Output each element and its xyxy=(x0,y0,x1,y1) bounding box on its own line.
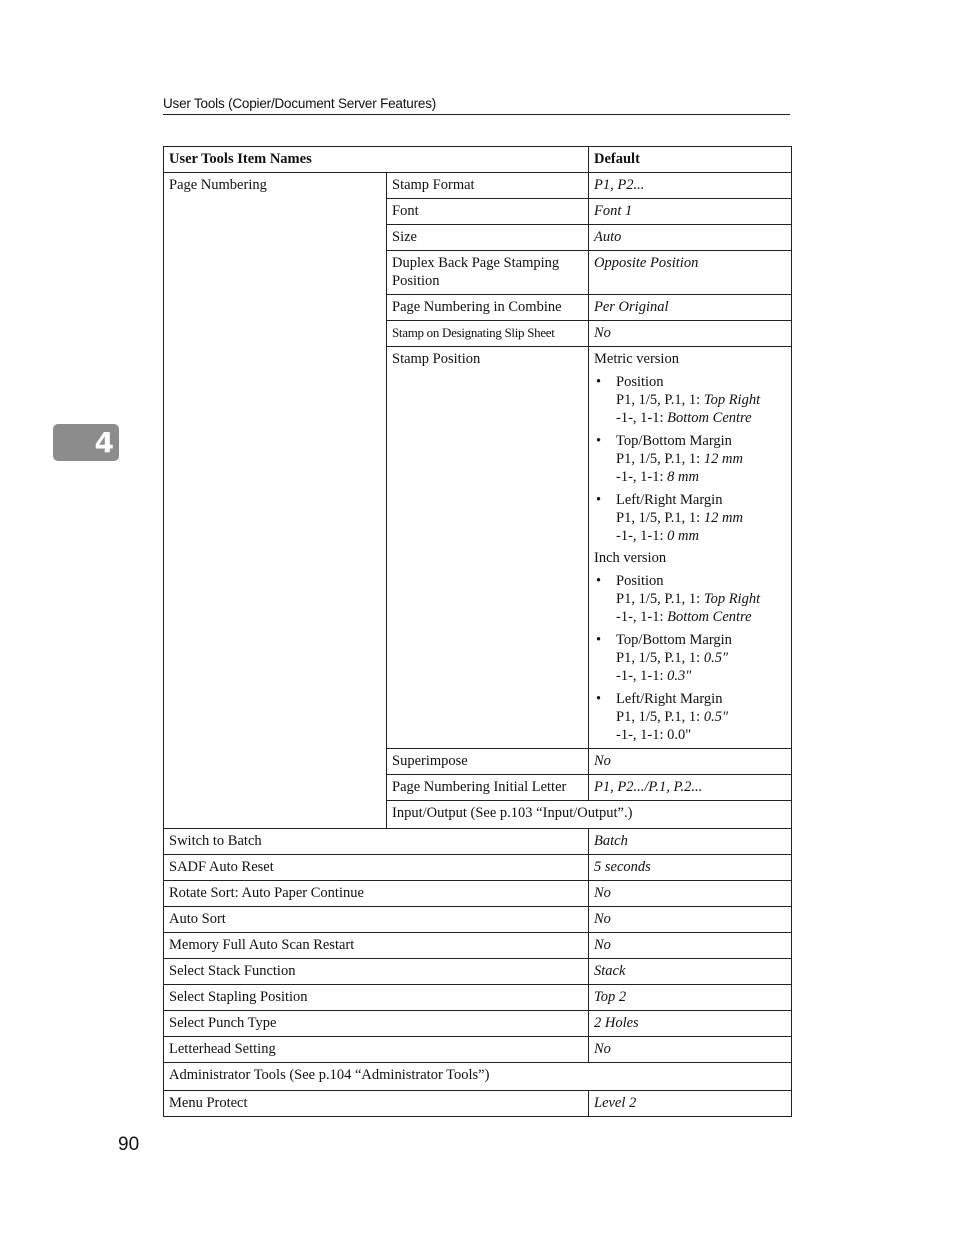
item-default: No xyxy=(589,907,792,933)
bullet-title: • Left/Right Margin xyxy=(616,492,723,508)
item-default: Auto xyxy=(589,225,792,251)
item-name: Rotate Sort: Auto Paper Continue xyxy=(164,881,589,907)
running-header: User Tools (Copier/Document Server Features) xyxy=(163,96,790,115)
bullet-title: • Left/Right Margin xyxy=(616,691,723,707)
item-name: Switch to Batch xyxy=(164,829,589,855)
item-name: Stamp Format xyxy=(387,173,589,199)
bullet-title: • Top/Bottom Margin xyxy=(616,632,732,648)
table-row xyxy=(164,1091,792,1117)
bullet-line-value: 12 mm xyxy=(703,510,743,526)
item-default: Opposite Position xyxy=(589,251,792,295)
item-name: Page Numbering Initial Letter xyxy=(387,775,589,801)
item-default: No xyxy=(589,881,792,907)
user-tools-table xyxy=(163,146,792,1117)
item-name: Select Stack Function xyxy=(164,959,589,985)
table-row xyxy=(164,1037,792,1063)
bullet-line-prefix: -1-, 1-1: xyxy=(616,469,664,485)
table-row xyxy=(164,985,792,1011)
column-header-default: Default xyxy=(589,147,792,173)
list-item xyxy=(594,572,786,626)
table-row xyxy=(164,173,792,199)
table-row xyxy=(164,829,792,855)
metric-version xyxy=(594,350,786,545)
bullet-line-prefix: P1, 1/5, P.1, 1: xyxy=(616,650,701,666)
page-number: 90 xyxy=(118,1134,140,1155)
item-default: No xyxy=(589,749,792,775)
bullet-line-value: 8 mm xyxy=(667,469,699,485)
section-row xyxy=(164,1063,792,1091)
item-default: Per Original xyxy=(589,295,792,321)
bullet-line-prefix: P1, 1/5, P.1, 1: xyxy=(616,510,701,526)
list-item xyxy=(594,690,786,744)
table-row xyxy=(164,1011,792,1037)
bullet-line-value: Bottom Centre xyxy=(667,410,752,426)
table-header-row xyxy=(164,147,792,173)
table-row xyxy=(164,855,792,881)
chapter-tab xyxy=(53,424,119,461)
bullet-line-prefix: -1-, 1-1: xyxy=(616,609,664,625)
bullet-line-value: Top Right xyxy=(703,392,761,408)
item-name: Auto Sort xyxy=(164,907,589,933)
item-name: Stamp Position xyxy=(387,347,589,749)
item-name: Page Numbering in Combine xyxy=(387,295,589,321)
item-default: Batch xyxy=(589,829,792,855)
bullet-line-prefix: P1, 1/5, P.1, 1: xyxy=(616,392,701,408)
item-default: No xyxy=(589,1037,792,1063)
item-default: No xyxy=(589,321,792,347)
item-name: Stamp on Designating Slip Sheet xyxy=(387,321,589,347)
item-name: SADF Auto Reset xyxy=(164,855,589,881)
bullet-line-value: 0.3″ xyxy=(667,668,692,684)
item-name: Select Punch Type xyxy=(164,1011,589,1037)
bullet-line-prefix: -1-, 1-1: xyxy=(616,410,664,426)
list-item xyxy=(594,631,786,685)
bullet-line-prefix: -1-, 1-1: xyxy=(616,668,664,684)
item-name: Letterhead Setting xyxy=(164,1037,589,1063)
bullet-line-prefix: -1-, 1-1: 0.0" xyxy=(616,727,692,743)
item-default: 5 seconds xyxy=(589,855,792,881)
version-label: Metric version xyxy=(594,351,679,367)
item-default: Top 2 xyxy=(589,985,792,1011)
item-name: Duplex Back Page Stamping Position xyxy=(387,251,589,295)
item-name: Font xyxy=(387,199,589,225)
list-item xyxy=(594,432,786,486)
bullet-line-value: 0.5″ xyxy=(703,709,729,725)
bullet-line-value: 0 mm xyxy=(667,528,699,544)
bullet-line-prefix: P1, 1/5, P.1, 1: xyxy=(616,591,701,607)
bullet-line-prefix: -1-, 1-1: xyxy=(616,528,664,544)
bullet-line-prefix: P1, 1/5, P.1, 1: xyxy=(616,451,701,467)
column-header-names: User Tools Item Names xyxy=(164,147,589,173)
bullet-line-value: Top Right xyxy=(703,591,761,607)
item-name: Menu Protect xyxy=(164,1091,589,1117)
bullet-list xyxy=(594,373,786,545)
bullet-title: • Top/Bottom Margin xyxy=(616,433,732,449)
bullet-title: • Position xyxy=(616,374,664,390)
bullet-line-value: 12 mm xyxy=(703,451,743,467)
list-item xyxy=(594,373,786,427)
item-default: P1, P2... xyxy=(589,173,792,199)
chapter-number: 4 xyxy=(94,426,114,459)
bullet-list xyxy=(594,572,786,744)
item-default: Stack xyxy=(589,959,792,985)
bullet-title: • Position xyxy=(616,573,664,589)
item-name: Memory Full Auto Scan Restart xyxy=(164,933,589,959)
table-row xyxy=(164,933,792,959)
table-row xyxy=(164,881,792,907)
list-item xyxy=(594,491,786,545)
item-name: Superimpose xyxy=(387,749,589,775)
item-default: Font 1 xyxy=(589,199,792,225)
item-default: Level 2 xyxy=(589,1091,792,1117)
item-name: Size xyxy=(387,225,589,251)
item-default: P1, P2.../P.1, P.2... xyxy=(589,775,792,801)
item-default: No xyxy=(589,933,792,959)
item-name: Select Stapling Position xyxy=(164,985,589,1011)
version-label: Inch version xyxy=(594,550,667,566)
table-row xyxy=(164,959,792,985)
group-page-numbering: Page Numbering xyxy=(164,173,387,829)
bullet-line-prefix: P1, 1/5, P.1, 1: xyxy=(616,709,701,725)
stamp-position-defaults xyxy=(589,347,792,749)
bullet-line-value: Bottom Centre xyxy=(667,609,752,625)
table-row xyxy=(164,907,792,933)
inch-version xyxy=(594,549,786,744)
bullet-line-value: 0.5″ xyxy=(703,650,729,666)
section-heading-administrator-tools: Administrator Tools (See p.104 “Administrator Tools”) xyxy=(164,1063,792,1091)
section-heading-input-output: Input/Output (See p.103 “Input/Output”.) xyxy=(387,801,792,829)
item-default: 2 Holes xyxy=(589,1011,792,1037)
